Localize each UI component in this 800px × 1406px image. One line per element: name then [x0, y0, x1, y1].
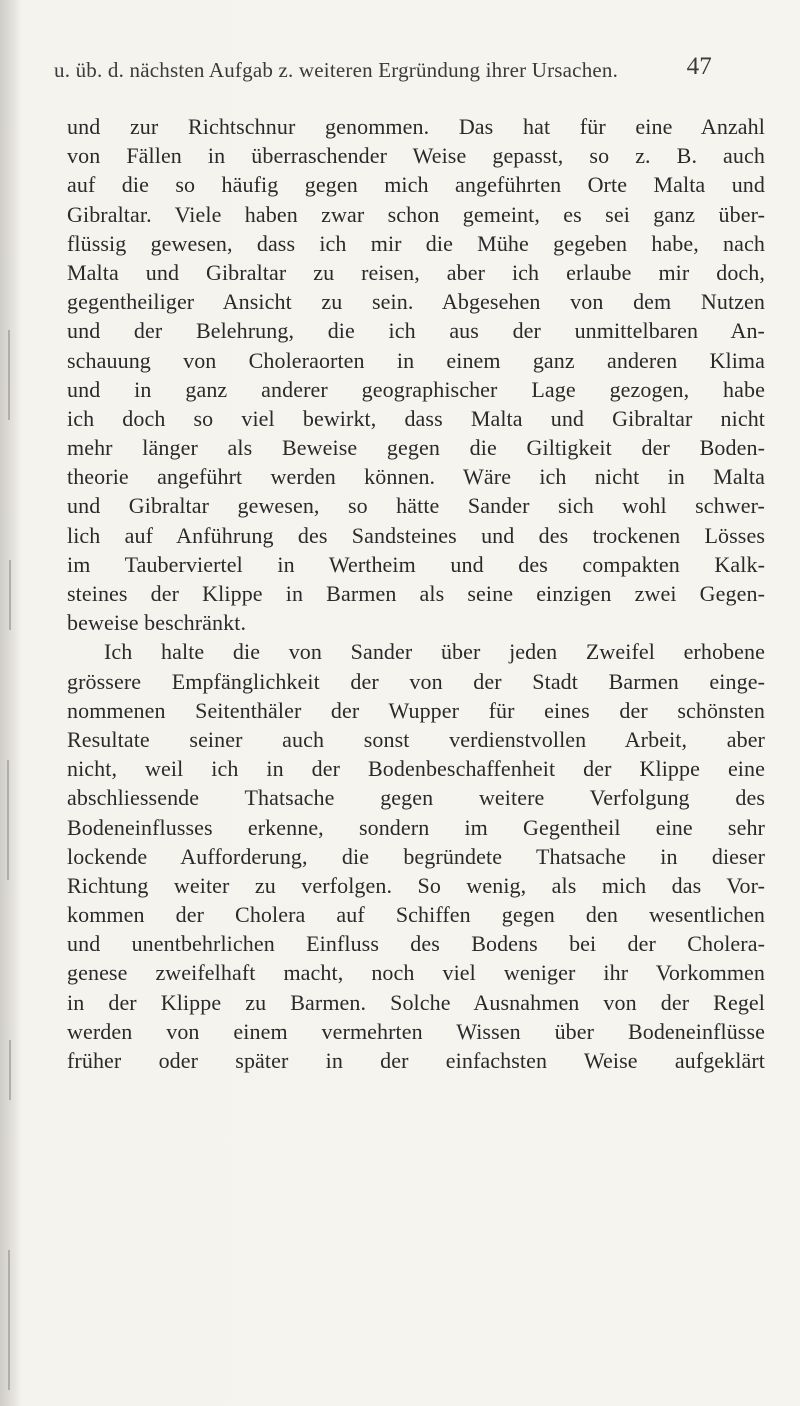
- text-line: auf die so häufig gegen mich angeführten Orte Malta und: [67, 172, 765, 198]
- text-line: ich doch so viel bewirkt, dass Malta und Gibraltar nicht: [67, 405, 765, 431]
- text-line: mehr länger als Beweise gegen die Giltigkeit der Boden-: [67, 435, 765, 461]
- text-line: in der Klippe zu Barmen. Solche Ausnahmen von der Regel: [67, 989, 765, 1015]
- binding-edge: [0, 0, 20, 1406]
- running-header: [54, 53, 764, 83]
- body-text: [67, 112, 765, 1075]
- text-line: und zur Richtschnur genommen. Das hat für eine Anzahl: [67, 114, 765, 139]
- text-line: theorie angeführt werden können. Wäre ich nicht in Malta: [67, 464, 765, 490]
- text-line: grössere Empfänglichkeit der von der Stadt Barmen einge-: [67, 668, 765, 694]
- text-line: nicht, weil ich in der Bodenbeschaffenheit der Klippe eine: [67, 756, 765, 782]
- text-line: kommen der Cholera auf Schiffen gegen den wesentlichen: [67, 902, 765, 928]
- text-line: gegentheiliger Ansicht zu sein. Abgesehen von dem Nutzen: [67, 289, 765, 315]
- text-line: im Tauberviertel in Wertheim und des compakten Kalk-: [67, 551, 765, 577]
- paragraph-end-line: beweise beschränkt.: [67, 610, 247, 636]
- running-title: u. üb. d. nächsten Aufgab z. weiteren Ergründung ihrer Ursachen.: [54, 58, 619, 82]
- text-line: und der Belehrung, die ich aus der unmittelbaren An-: [67, 318, 765, 344]
- text-line: lockende Aufforderung, die begründete Thatsache in dieser: [67, 843, 765, 869]
- text-line: steines der Klippe in Barmen als seine einzigen zwei Gegen-: [67, 581, 765, 606]
- page-number: 47: [686, 53, 712, 80]
- text-line: und Gibraltar gewesen, so hätte Sander sich wohl schwer-: [67, 493, 765, 519]
- text-line: Malta und Gibraltar zu reisen, aber ich erlaube mir doch,: [67, 259, 765, 285]
- text-line: früher oder später in der einfachsten Weise aufgeklärt: [67, 1048, 765, 1073]
- text-line: Richtung weiter zu verfolgen. So wenig, als mich das Vor-: [67, 872, 765, 898]
- text-line: flüssig gewesen, dass ich mir die Mühe gegeben habe, nach: [67, 230, 765, 256]
- text-line: und in ganz anderer geographischer Lage gezogen, habe: [67, 376, 765, 402]
- paragraph-start-line: Ich halte die von Sander über jeden Zweifel erhobene: [104, 639, 765, 665]
- text-line: Resultate seiner auch sonst verdienstvollen Arbeit, aber: [67, 726, 765, 752]
- text-line: lich auf Anführung des Sandsteines und des trockenen Lösses: [67, 522, 765, 548]
- text-line: schauung von Choleraorten in einem ganz anderen Klima: [67, 347, 765, 373]
- text-line: und unentbehrlichen Einfluss des Bodens bei der Cholera-: [67, 931, 765, 957]
- text-line: nommenen Seitenthäler der Wupper für eines der schönsten: [67, 697, 765, 723]
- text-line: werden von einem vermehrten Wissen über Bodeneinflüsse: [67, 1018, 765, 1044]
- text-line: Bodeneinflusses erkenne, sondern im Gegentheil eine sehr: [67, 814, 765, 840]
- text-line: abschliessende Thatsache gegen weitere Verfolgung des: [67, 785, 765, 811]
- text-line: Gibraltar. Viele haben zwar schon gemeint, es sei ganz über-: [67, 201, 765, 227]
- text-line: genese zweifelhaft macht, noch viel weniger ihr Vorkommen: [67, 960, 765, 986]
- text-line: von Fällen in überraschender Weise gepasst, so z. B. auch: [67, 143, 765, 169]
